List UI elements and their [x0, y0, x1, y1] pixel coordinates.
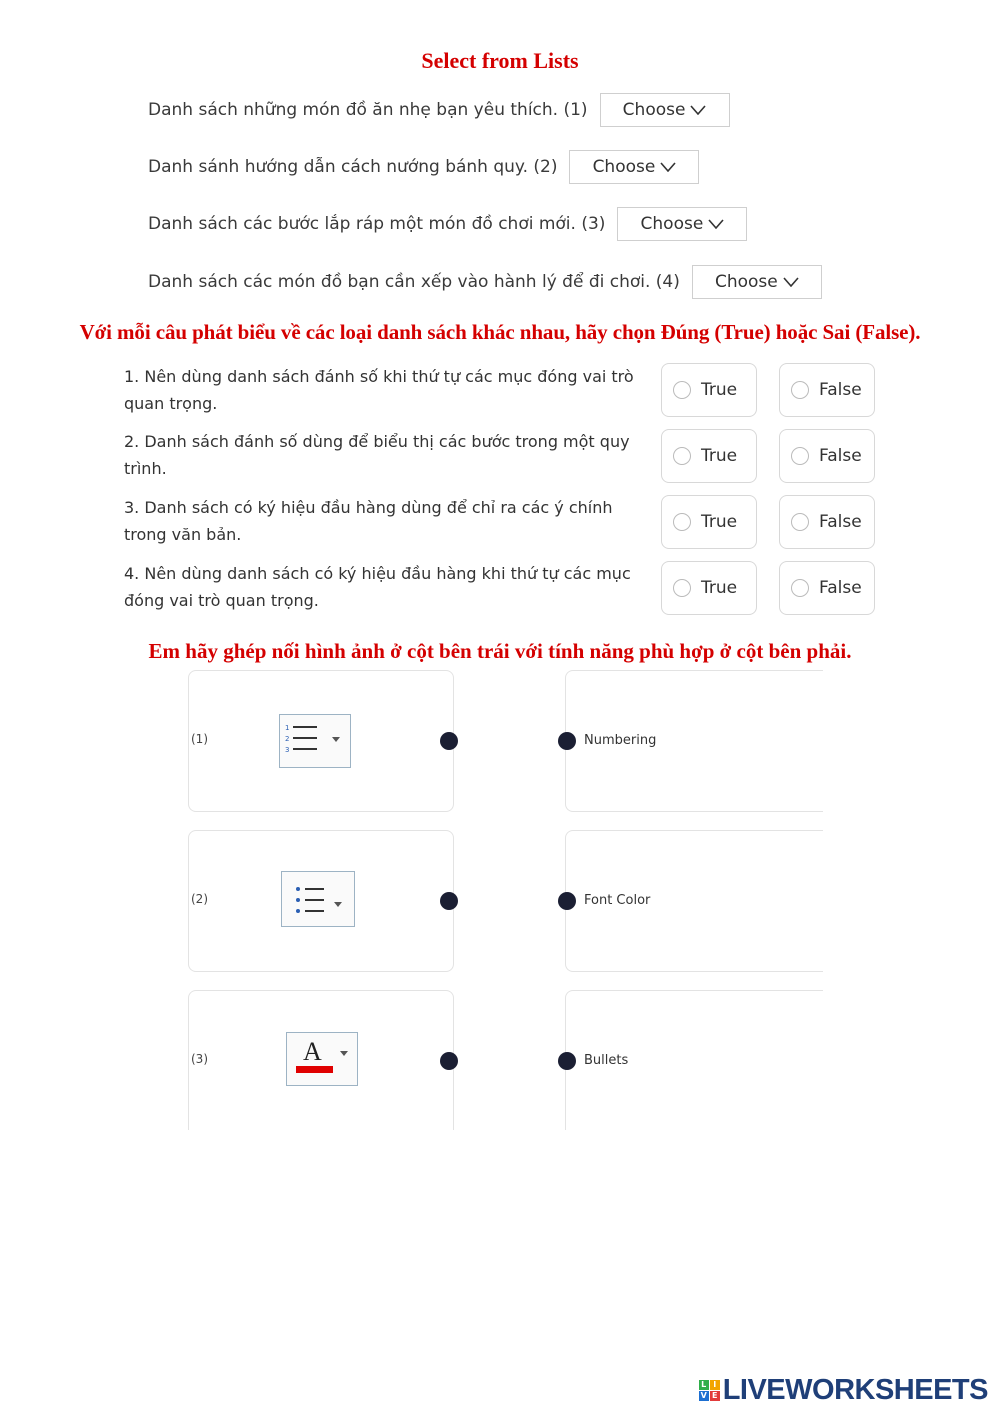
svg-text:2: 2 — [285, 735, 290, 743]
match-right-card-1[interactable] — [565, 670, 823, 812]
choose-dropdown-3[interactable] — [617, 207, 747, 241]
true-label: True — [701, 446, 738, 466]
chevron-down-icon — [708, 219, 724, 229]
radio-icon — [791, 381, 809, 399]
choose-dropdown-2[interactable] — [569, 150, 699, 184]
logo-grid-icon: L I V E — [699, 1380, 720, 1401]
true-label: True — [701, 512, 738, 532]
choose-dropdown-1[interactable] — [600, 93, 730, 127]
dropdown-label: Choose — [622, 100, 686, 120]
card-number: (1) — [191, 732, 208, 746]
statement-4: 4. Nên dùng danh sách có ký hiệu đầu hàng khi thứ tự các mục đóng vai trò quan trọng. — [124, 564, 631, 610]
false-button-3[interactable] — [779, 495, 875, 549]
svg-text:3: 3 — [285, 746, 290, 754]
match-dot[interactable] — [558, 892, 576, 910]
radio-icon — [673, 579, 691, 597]
match-left-card-2[interactable] — [188, 830, 454, 972]
card-number: (3) — [191, 1052, 208, 1066]
true-button-3[interactable] — [661, 495, 757, 549]
true-button-2[interactable] — [661, 429, 757, 483]
question-text: Danh sách những món đồ ăn nhẹ bạn yêu thích. (1) — [148, 100, 588, 120]
feature-label: Numbering — [584, 733, 657, 748]
match-left-card-3[interactable] — [188, 990, 454, 1130]
feature-label: Font Color — [584, 893, 651, 908]
match-left-card-1[interactable] — [188, 670, 454, 812]
brand-name: LIVEWORKSHEETS — [722, 1374, 988, 1406]
select-question-2 — [148, 149, 699, 185]
radio-icon — [791, 513, 809, 531]
true-label: True — [701, 578, 738, 598]
font-color-bar — [296, 1066, 333, 1073]
chevron-down-icon — [690, 105, 706, 115]
false-label: False — [819, 446, 862, 466]
radio-icon — [673, 447, 691, 465]
false-button-2[interactable] — [779, 429, 875, 483]
false-button-4[interactable] — [779, 561, 875, 615]
feature-label: Bullets — [584, 1053, 629, 1068]
dropdown-label: Choose — [640, 214, 704, 234]
chevron-down-icon — [783, 277, 799, 287]
choose-dropdown-4[interactable] — [692, 265, 822, 299]
section-title-matching: Em hãy ghép nối hình ảnh ở cột bên trái với tính năng phù hợp ở cột bên phải. — [148, 639, 852, 663]
card-number: (2) — [191, 892, 208, 906]
false-label: False — [819, 512, 862, 532]
radio-icon — [791, 447, 809, 465]
font-color-icon — [286, 1032, 358, 1086]
true-button-4[interactable] — [661, 561, 757, 615]
true-button-1[interactable] — [661, 363, 757, 417]
match-right-card-3[interactable] — [565, 990, 823, 1130]
question-text: Danh sách các bước lắp ráp một món đồ chơi mới. (3) — [148, 214, 606, 234]
false-label: False — [819, 578, 862, 598]
radio-icon — [791, 579, 809, 597]
chevron-down-icon — [660, 162, 676, 172]
true-label: True — [701, 380, 738, 400]
statement-2: 2. Danh sách đánh số dùng để biểu thị các bước trong một quy trình. — [124, 432, 630, 478]
section-title-true-false: Với mỗi câu phát biểu về các loại danh sách khác nhau, hãy chọn Đúng (True) hoặc Sai (False). — [79, 320, 921, 344]
section-title-select: Select from Lists — [421, 48, 579, 73]
svg-text:1: 1 — [285, 724, 290, 732]
match-dot[interactable] — [558, 1052, 576, 1070]
radio-icon — [673, 513, 691, 531]
select-question-3 — [148, 206, 747, 242]
match-dot[interactable] — [440, 1052, 458, 1070]
dropdown-label: Choose — [592, 157, 656, 177]
dropdown-label: Choose — [714, 272, 778, 292]
radio-icon — [673, 381, 691, 399]
bullets-icon — [281, 871, 355, 927]
false-button-1[interactable] — [779, 363, 875, 417]
select-question-1 — [148, 92, 730, 128]
question-text: Danh sánh hướng dẫn cách nướng bánh quy. (2) — [148, 157, 558, 177]
statement-3: 3. Danh sách có ký hiệu đầu hàng dùng để chỉ ra các ý chính trong văn bản. — [124, 498, 613, 544]
font-color-letter: A — [303, 1037, 322, 1066]
statement-1: 1. Nên dùng danh sách đánh số khi thứ tự các mục đóng vai trò quan trọng. — [124, 367, 634, 413]
false-label: False — [819, 380, 862, 400]
match-dot[interactable] — [558, 732, 576, 750]
question-text: Danh sách các món đồ bạn cần xếp vào hành lý để đi chơi. (4) — [148, 272, 680, 292]
match-right-card-2[interactable] — [565, 830, 823, 972]
liveworksheets-logo — [699, 1374, 988, 1407]
select-question-4 — [148, 264, 822, 300]
chevron-down-icon — [339, 1051, 349, 1057]
match-dot[interactable] — [440, 732, 458, 750]
numbering-icon — [279, 714, 351, 768]
match-dot[interactable] — [440, 892, 458, 910]
